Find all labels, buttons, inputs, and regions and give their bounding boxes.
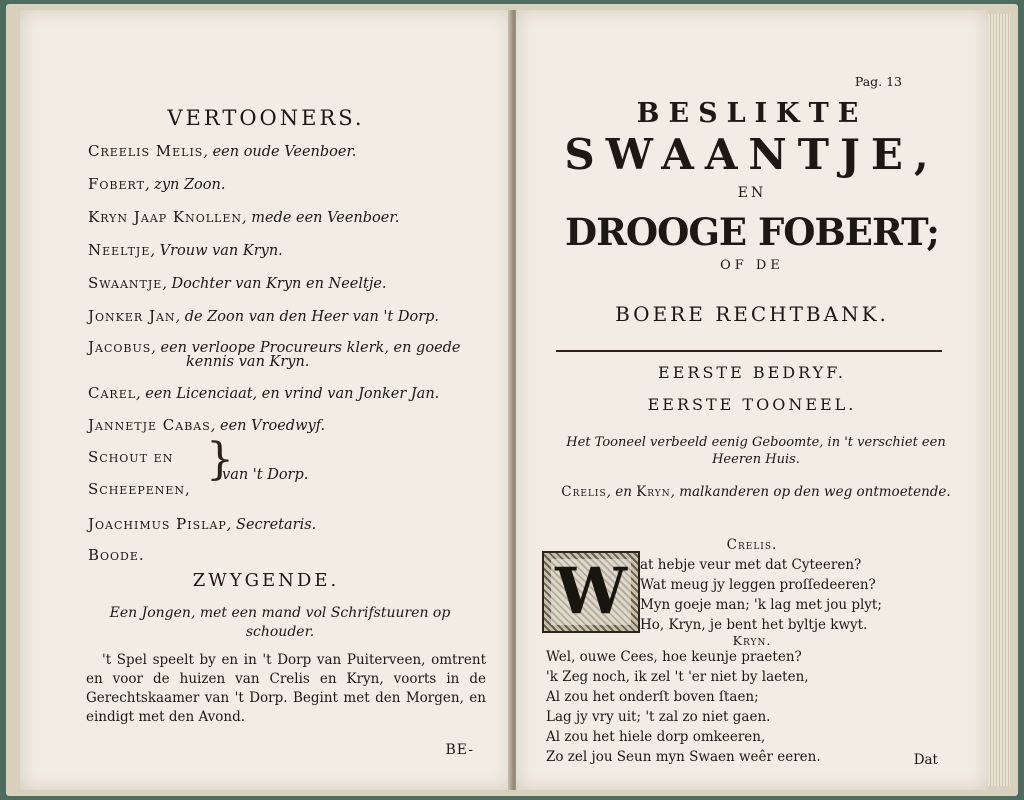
right-page (516, 10, 988, 790)
cast-title: VERTOONERS. (167, 106, 365, 130)
title-line-1: BESLIKTE (636, 98, 868, 129)
title-line-4: DROOGE FOBERT; (565, 210, 939, 254)
left-page (20, 10, 512, 790)
scene-heading: EERSTE TOONEEL. (647, 395, 857, 414)
verse-line: Wel, ouwe Cees, hoe keunje praeten? (546, 649, 802, 665)
cast-entry: Jonker Jan, de Zoon van den Heer van 't Dorp. (88, 307, 440, 325)
title-divider (556, 350, 942, 352)
verse-line: Myn goeje man; 'k lag met jou plyt; (640, 597, 882, 613)
scene-characters: Crelis, en Kryn, malkanderen op den weg ontmoetende. (561, 484, 951, 500)
scene-description: Het Tooneel verbeeld eenig Geboomte, in 't verschiet een Heeren Huis. (566, 435, 946, 467)
cast-entry: Boode. (88, 546, 145, 564)
verse-line: Lag jy vry uit; 't zal zo niet gaen. (546, 709, 771, 725)
catchword-left: BE- (445, 742, 474, 758)
ornamental-drop-cap: W (542, 551, 640, 633)
title-line-6: BOERE RECHTBANK. (615, 302, 889, 326)
cast-van-dorp: van 't Dorp. (222, 467, 309, 483)
brace-glyph: } (206, 434, 234, 485)
verse-line: 'k Zeg noch, ik zel 't 'er niet by laeten, (546, 669, 809, 685)
speaker-label: Crelis. (726, 537, 778, 553)
title-line-2: SWAANTJE, (564, 130, 940, 179)
speaker-label: Kryn. (732, 633, 772, 648)
verse-line: at hebje veur met dat Cyteeren? (640, 557, 862, 573)
cast-entry: Fobert, zyn Zoon. (88, 175, 226, 193)
cast-entry: Jannetje Cabas, een Vroedwyf. (88, 416, 326, 434)
cast-entry: Swaantje, Dochter van Kryn en Neeltje. (88, 274, 387, 292)
verse-line: Al zou het onderſt boven ſtaen; (546, 689, 759, 705)
title-line-3: EN (737, 185, 767, 201)
verse-line: Wat meug jy leggen proſſedeeren? (640, 577, 876, 593)
play-setting-paragraph: 't Spel speelt by en in 't Dorp van Puiterveen, omtrent en voor de huizen van Crelis en Kryn, voorts in de Gerechtskaamer van 't Dorp. Begint met den Morgen, en eindigt met den Avond. (86, 652, 486, 725)
cast-entry: Neeltje, Vrouw van Kryn. (88, 241, 283, 259)
verse-line: Ho, Kryn, je bent het byltje kwyt. (640, 617, 868, 633)
cast-entry: Carel, een Licenciaat, en vrind van Jonker Jan. (88, 384, 440, 402)
act-heading: EERSTE BEDRYF. (658, 363, 846, 382)
verse-line: Al zou het hiele dorp omkeeren, (546, 729, 766, 745)
cast-entry: Joachimus Pislap, Secretaris. (88, 515, 317, 533)
title-line-5: OF DE (720, 258, 784, 273)
cast-entry: Creelis Melis, een oude Veenboer. (88, 142, 357, 160)
catchword-right: Dat (913, 752, 938, 768)
cast-scheepenen: Scheepenen, (88, 480, 191, 498)
cast-entry: Jacobus, een verloope Procureurs klerk, en goede (88, 338, 461, 356)
silent-characters-title: ZWYGENDE. (192, 570, 340, 591)
silent-characters-desc: Een Jongen, met een mand vol Schrifstuuren op schouder. (109, 605, 451, 640)
verse-line: Zo zel jou Seun myn Swaen weêr eeren. (546, 749, 821, 765)
page-fore-edge (988, 14, 1010, 786)
cast-entry-continued: kennis van Kryn. (186, 354, 310, 370)
cast-entry: Kryn Jaap Knollen, mede een Veenboer. (88, 208, 400, 226)
cast-schout: Schout en (88, 448, 174, 466)
page-number: Pag. 13 (854, 74, 902, 89)
